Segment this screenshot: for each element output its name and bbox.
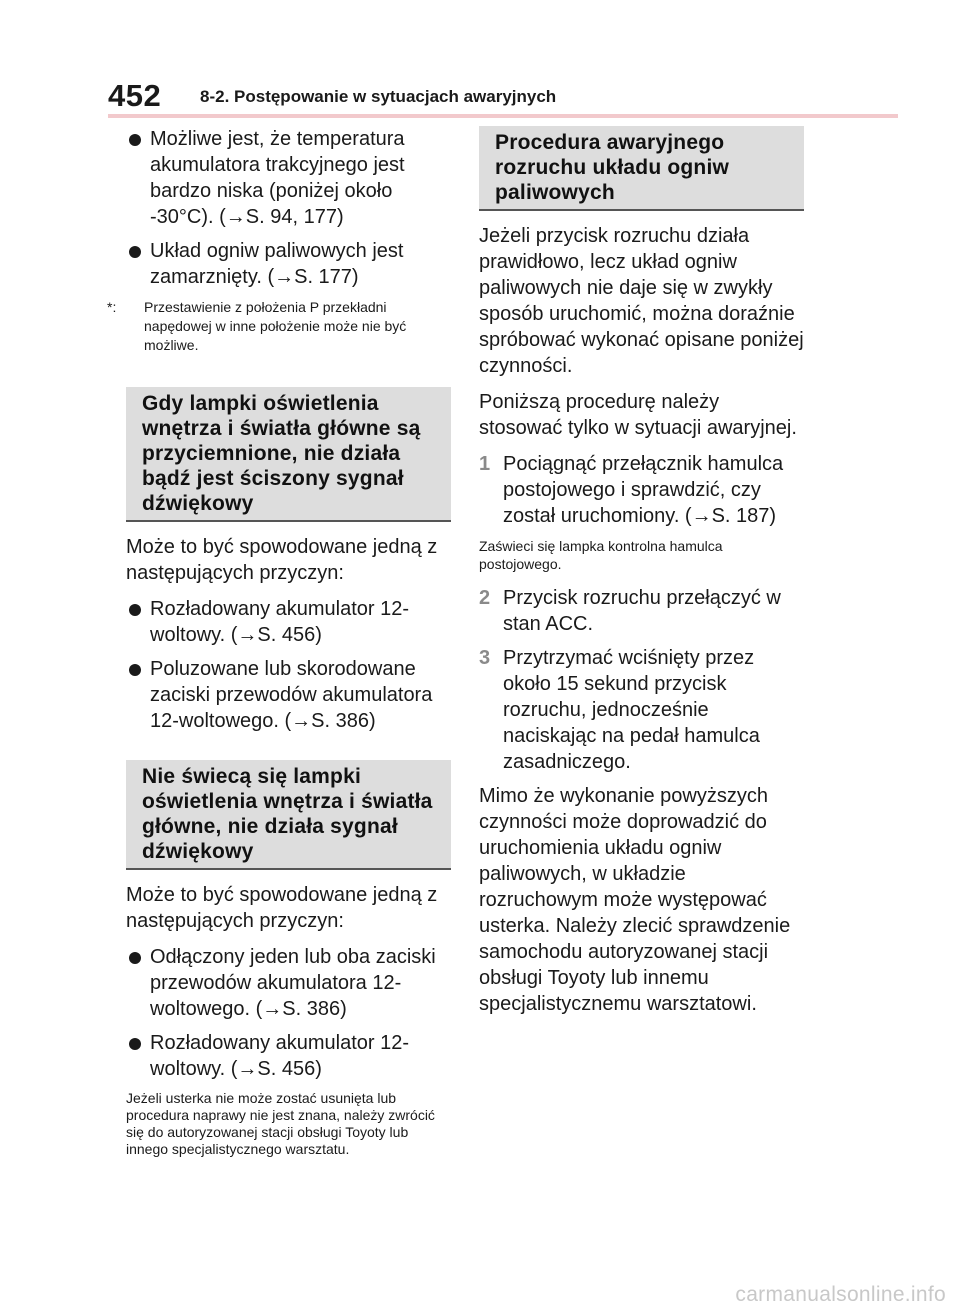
page-number: 452 xyxy=(108,78,162,113)
bullet-icon xyxy=(129,604,141,616)
bullet-text: Rozładowany akumulator 12-woltowy. (→S. 456) xyxy=(150,1032,410,1080)
bullet-text: Układ ogniw paliwowych jest zamarznięty. (→S. 177) xyxy=(150,240,404,288)
step-number: 3 xyxy=(479,647,491,669)
section-heading-box xyxy=(126,387,451,522)
section-heading-box xyxy=(126,760,451,870)
page-header xyxy=(108,74,898,114)
footnote xyxy=(107,298,451,355)
footnote-text: Przestawienie z położenia P przekładni napędowej w inne położenie może nie być możliwe. xyxy=(144,299,407,353)
bullet-item xyxy=(126,656,451,734)
bullet-text: Poluzowane lub skorodowane zaciski przewodów akumulatora 12-woltowego. (→S. 386) xyxy=(150,658,433,732)
section-title: 8-2. Postępowanie w sytuacjach awaryjnych xyxy=(200,87,557,106)
step-item xyxy=(479,451,804,529)
bullet-text: Możliwe jest, że temperatura akumulatora trakcyjnego jest bardzo niska (poniżej około -30°C). (→S. 94, 177) xyxy=(150,128,405,228)
step-item xyxy=(479,645,804,775)
footnote-mark: *: xyxy=(107,299,117,315)
step-number: 1 xyxy=(479,453,491,475)
section-heading-box xyxy=(479,126,804,211)
step-number: 2 xyxy=(479,587,491,609)
step-item xyxy=(479,585,804,637)
section-intro: Może to być spowodowane jedną z następujących przyczyn: xyxy=(126,536,438,584)
bullet-item xyxy=(126,238,451,290)
bullet-item xyxy=(126,126,451,230)
section-note: Jeżeli usterka nie może zostać usunięta lub procedura naprawy nie jest znana, należy zwrócić się do autoryzowanej stacji obsługi Toyoty lub innego specjalistycznego warsztatu. xyxy=(126,1090,435,1157)
section-heading: Nie świecą się lampki oświetlenia wnętrza i światła główne, nie działa sygnał dźwiękowy xyxy=(142,765,433,863)
left-column xyxy=(107,126,451,1158)
paragraph: Mimo że wykonanie powyższych czynności może doprowadzić do uruchomienia układu ogniw paliwowych, w układzie rozruchowym może występować usterka. Należy zlecić sprawdzenie samochodu autoryzowanej stacji obsługi Toyoty lub innemu specjalistycznemu warsztatowi. xyxy=(479,785,791,1015)
bullet-icon xyxy=(129,134,141,146)
step-text: Przycisk rozruchu przełączyć w stan ACC. xyxy=(503,587,781,635)
bullet-icon xyxy=(129,952,141,964)
watermark: carmanualsonline.info xyxy=(735,1283,946,1306)
section-heading: Gdy lampki oświetlenia wnętrza i światła główne są przyciemnione, nie działa bądź jest ściszony sygnał dźwiękowy xyxy=(142,392,421,515)
bullet-item xyxy=(126,596,451,648)
right-column xyxy=(479,126,804,1027)
bullet-text: Rozładowany akumulator 12-woltowy. (→S. 456) xyxy=(150,598,410,646)
section-heading: Procedura awaryjnego rozruchu układu ogniw paliwowych xyxy=(495,131,730,204)
bullet-text: Odłączony jeden lub oba zaciski przewodów akumulatora 12-woltowego. (→S. 386) xyxy=(150,946,436,1020)
header-divider xyxy=(108,114,898,118)
bullet-icon xyxy=(129,664,141,676)
paragraph: Jeżeli przycisk rozruchu działa prawidłowo, lecz układ ogniw paliwowych nie daje się w zwykły sposób uruchomić, można doraźnie spróbować wykonać opisane poniżej czynności. xyxy=(479,225,804,377)
section-intro: Może to być spowodowane jedną z następujących przyczyn: xyxy=(126,884,438,932)
step-text: Przytrzymać wciśnięty przez około 15 sekund przycisk rozruchu, jednocześnie naciskając na pedał hamulca zasadniczego. xyxy=(503,647,760,773)
step-note: Zaświeci się lampka kontrolna hamulca postojowego. xyxy=(479,538,723,572)
bullet-item xyxy=(126,944,451,1022)
bullet-icon xyxy=(129,246,141,258)
bullet-item xyxy=(126,1030,451,1082)
bullet-icon xyxy=(129,1038,141,1050)
paragraph: Poniższą procedurę należy stosować tylko w sytuacji awaryjnej. xyxy=(479,391,797,439)
step-text: Pociągnąć przełącznik hamulca postojowego i sprawdzić, czy został uruchomiony. (→S. 187) xyxy=(503,453,784,527)
